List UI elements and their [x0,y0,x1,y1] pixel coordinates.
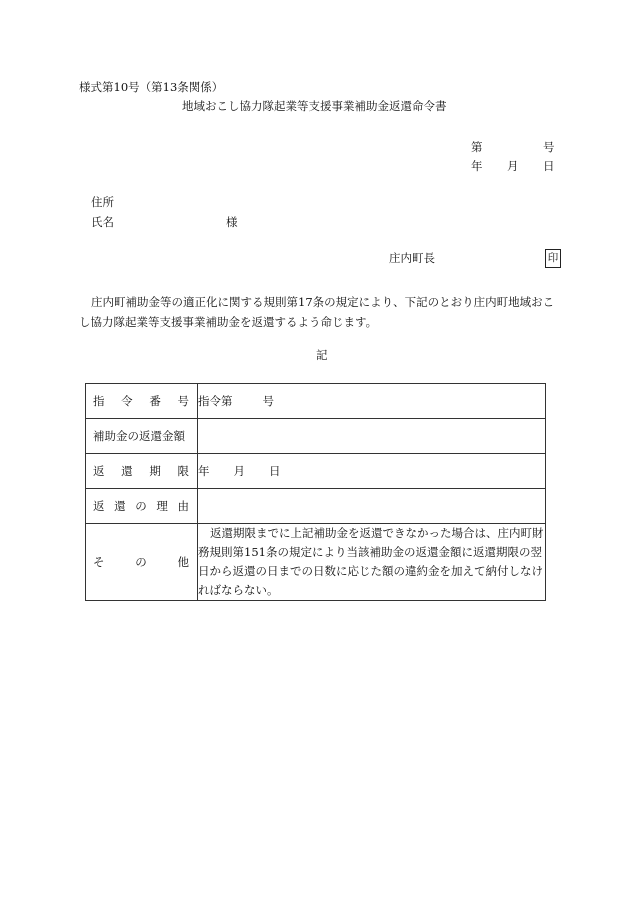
order-body-text: 庄内町補助金等の適正化に関する規則第17条の規定により、下記のとおり庄内町地域おこし協力隊起業等支援事業補助金を返還するよう命じます。 [79,295,555,329]
doc-number-label: 第 [471,140,483,154]
label-char: 令 [121,394,133,408]
table-row-deadline [86,454,546,489]
label-char: 還 [121,464,133,478]
reason-value [198,489,546,524]
date-year: 年 [471,159,483,173]
document-title: 地域おこし協力隊起業等支援事業補助金返還命令書 [182,99,447,113]
doc-number-suffix: 号 [543,140,555,154]
label-char: 他 [177,555,189,569]
table-row-other [86,524,546,601]
label-char: 返 [93,499,105,513]
address-label: 住所 [91,195,114,209]
order-prefix: 指令第 [198,394,233,408]
label-char: 理 [156,499,168,513]
label-char: の [135,555,147,569]
deadline-year: 年 [198,464,210,478]
table-row-order-number [86,384,546,419]
date-day: 日 [543,159,555,173]
other-label [86,524,198,601]
deadline-day: 日 [269,464,281,478]
label-char: 号 [177,394,189,408]
order-suffix: 号 [262,394,274,408]
label-char: 期 [149,464,161,478]
label-char: 由 [177,499,189,513]
form-number: 様式第10号（第13条関係） [79,80,224,94]
order-number-label [86,384,198,419]
issuer-title: 庄内町長 [389,251,435,265]
amount-label: 補助金の返還金額 [86,419,198,454]
seal-mark: 印 [545,249,561,268]
label-char: 番 [149,394,161,408]
label-char: そ [93,555,105,569]
table-row-amount [86,419,546,454]
label-char: 返 [93,464,105,478]
label-char: 指 [93,394,105,408]
deadline-label [86,454,198,489]
reason-label [86,489,198,524]
label-char: 限 [177,464,189,478]
ki-heading: 記 [316,348,328,362]
order-number-value [198,384,546,419]
deadline-month: 月 [233,464,245,478]
honorific: 様 [226,215,238,229]
details-table [85,383,546,601]
name-label: 氏名 [91,215,114,229]
table-row-reason [86,489,546,524]
label-char: の [135,499,147,513]
deadline-value [198,454,546,489]
other-value: 返還期限までに上記補助金を返還できなかった場合は、庄内町財務規則第151条の規定により当該補助金の返還金額に返還期限の翌日から返還の日までの日数に応じた額の違約金を加えて納付しなければならない。 [198,524,546,601]
amount-value [198,419,546,454]
date-month: 月 [507,159,519,173]
label-char: 還 [114,499,126,513]
